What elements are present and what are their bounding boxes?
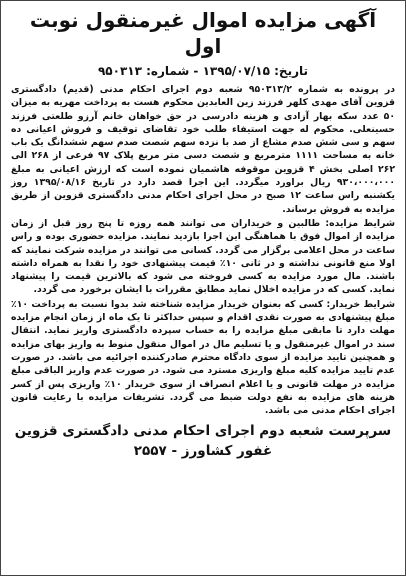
- notice-title: آگهی مزایده اموال غیرمنقول نوبت اول: [29, 8, 377, 58]
- signature-name: غفور کشاورز - ۲۵۵۷: [133, 443, 273, 460]
- notice-signature: [11, 421, 395, 461]
- notice-paragraph-case: در پرونده به شماره ۹۵۰۳۱۳/۲ شعبه دوم اجرای احکام مدنی (قدیم) دادگستری قزوین آقای مهدی کلهر فرزند زین العابدین محکوم هست به پرداخت مهریه به میزان ۵۰ عدد سکه بهار آزادی و هزینه دادرسی در حق خواهان خانم آرزو طلعتی فرزند حسینعلی. محکوم له جهت استیفاء طلب خود تقاضای توقیف و فروش اعیانی ده سهم و سی شش صدم مشاع از صد با نزده سهم شصت صدم سهم ششدانگ یک باب خانه به مساحت ۱۱۱۱ مترمربع و شصت دسی متر مربع پلاک ۹۷ فرعی از ۲۶۸ الی ۲۶۲ اصلی بخش ۴ قزوین موقوفه هاشمیان نموده است که ارزش اعیانی به مبلغ ۹۳۰،۰۰۰،۰۰۰ ریال براورد میگردد. این اجرا قصد دارد در تاریخ ۱۳۹۵/۰۸/۱۶ روز یکشنبه راس ساعت ۱۲ صبح در محل اجرای احکام مدنی دادگستری قزوین از طریق مزایده به فروش برساند.: [11, 84, 395, 215]
- notice-paragraph-buyer-terms: شرایط خریدار: کسی که بعنوان خریدار مزایده شناخته شد بدوا نسبت به پرداخت ۱۰٪ مبلغ پیشنهادی به صورت نقدی اقدام و سپس حداکثر تا یک ماه از زمان انجام مزایده مهلت دارد تا مابقی مبلغ مزایده را به حساب سپرده دادگستری واریز نماید. انتقال سند در اموال غیرمنقول و یا تسلیم مال در اموال منقول منوط به واریز بهای مزایده و همچنین تایید مزایده از سوی دادگاه محترم صادرکننده اجرائیه می باشد. در صورت عدم تایید مزایده کلیه مبلغ واریزی مسترد می شود. در صورت عدم واریز الباقی مبلغ مزایده در مهلت قانونی و یا اعلام انصراف از سوی خریدار ۱۰٪ واریزی پس از کسر هزینه های مزایده به نفع دولت ضبط می گردد. تشریفات مزایده با رعایت قانون اجرای احکام مدنی می باشد.: [11, 298, 395, 417]
- notice-paragraph-auction-terms: شرایط مزایده: طالبین و خریداران می توانند همه روزه تا پنج روز قبل از زمان مزایده از اموال فوق با هماهنگی این اجرا بازدید نمایند. مزایده حضوری بوده و راس ساعت در محل اعلامی برگزار می گردد. کسانی می توانند در مزایده شرکت نمایند که اولا منع قانونی نداشته و در ثانی ۱۰٪ قیمت پیشنهادی خود را نقدا به همراه داشته باشند. مال مورد مزایده به کسی فروخته می شود که بالاترین قیمت را پیشنهاد نماید. کسی که در مزایده اخلال نماید مطابق مقررات با ایشان برخورد می گردد.: [11, 217, 395, 296]
- signature-title: سرپرست شعبه دوم اجرای احکام مدنی دادگستری قزوین: [14, 423, 392, 440]
- notice-date-number: تاریخ: ۱۳۹۵/۰۷/۱۵ - شماره: ۹۵۰۳۱۳: [97, 64, 309, 78]
